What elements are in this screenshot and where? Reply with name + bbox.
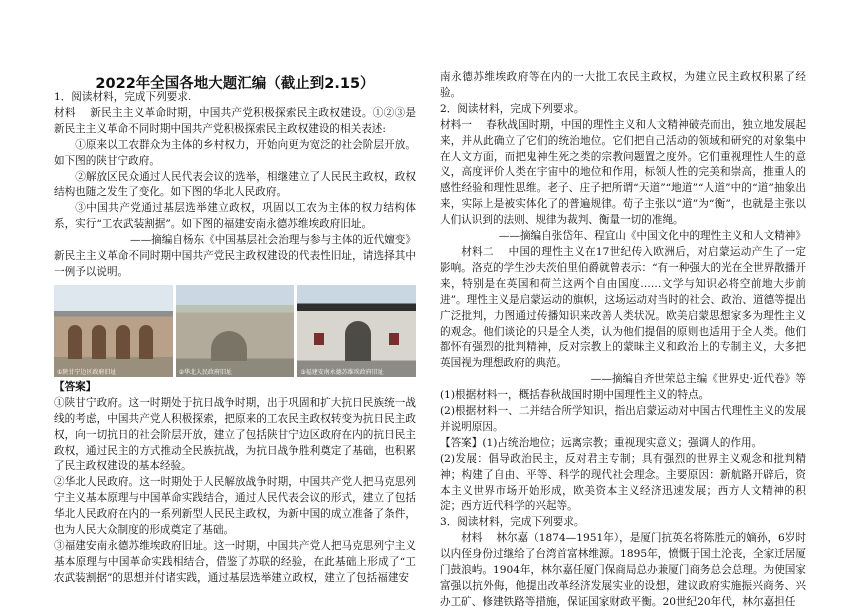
answer-1: ①陕甘宁政府。这一时期处于抗日战争时期，出于巩固和扩大抗日民族统一战线的考虑，中国共产党人积极探索，把原来的工农民主政权转变为抗日民主政权，向一切抗日的社会阶层开放，建立了包括陕甘宁边区政府在内的抗日民主政权，通过民主的方式推动全民族抗战，为抗日战争胜利奠定了基础，也积累了民主政权建设的基本经验。 (54, 396, 416, 473)
material-two-source: ——摘编自齐世荣总主编《世界史·近代卷》等 (590, 373, 806, 386)
material-text: 材料 新民主主义革命时期，中国共产党积极探索民主政权建设。①②③是新民主主义革命不同时期中国共产党积极探索民主政权建设的相关表述: (54, 106, 416, 135)
photo-huabei (176, 285, 295, 377)
sub-question-1: (1)根据材料一，概括春秋战国时期中国理性主义的特点。 (440, 389, 710, 402)
question-prompt: 新民主主义革命不同时期中国共产党民主政权建设的代表性旧址，请选择其中一例予以说明。 (54, 250, 416, 278)
page-title: 2022年全国各地大题汇编（截止到2.15） (95, 76, 375, 92)
question-2-heading: 2．阅读材料，完成下列要求。 (440, 102, 585, 115)
photo-caption: ②华北人民政府旧址 (178, 368, 233, 376)
material-source: ——摘编自杨东《中国基层社会治理与参与主体的近代嬗变》 (129, 234, 416, 247)
answer-2: ②华北人民政府。这一时期处于人民解放战争时期，中国共产党人把马克思列宁主义基本原理与中国革命实践结合，通过人民代表会议的形式，建立了包括华北人民政府在内的一系列新型人民民主政权，为新中国的成立准备了条件，也为人民大众制度的形成奠定了基础。 (54, 476, 416, 537)
answer-part-2: (2)发展：倡导政治民主，反对君主专制；具有强烈的世界主义观念和批判精神；构建了自由、平等、科学的现代社会理念。主要原因：新航路开辟后，资本主义世界市场开始形成，欧美资本主义经济迅速发展；西方人文精神的积淀；西方近代科学的兴起等。 (440, 452, 806, 513)
answer-3: ③福建安南永德苏维埃政府旧址。这一时期，中国共产党人把马克思列宁主义基本原理与中国革命实践相结合，借鉴了苏联的经验，在此基础上形成了“工农武装割据”的思想并付诸实践，通过基层选举建立政权，建立了包括福建安 (54, 539, 416, 584)
answer-part-1: 【答案】(1)占统治地位；远离宗教；重视现实意义；强调人的作用。 (440, 436, 763, 449)
photo-strip (54, 285, 416, 377)
question-1-heading: 1．阅读材料，完成下列要求. (54, 91, 192, 103)
photo-fujian (297, 285, 416, 377)
material-three: 材料 林尔嘉（1874—1951年），是厦门抗英名将陈胜元的嫡孙，6岁时以内侄身份过继给了台湾首富林维源。1895年，愤慨于国土沦丧，全家迁居厦门鼓浪屿。1904年，林尔嘉任厦门保商局总办兼厦门商务总会总理。为使国家富强以抗外侮，他提出改革经济发展实业的设想，建议政府实施振兴商务、兴办工矿、修建铁路等措施，保证国家财政平衡。20世纪20年代，林尔嘉担任 (440, 532, 806, 608)
photo-caption: ①陕甘宁边区政府旧址 (57, 368, 117, 376)
material-one: 材料一 春秋战国时期，中国的理性主义和人文精神破壳而出，独立地发展起来，并从此确立了它们的统治地位。它们把自己活动的领域和研究的对象集中在人文方面，而把鬼神生死之类的宗教问题置之度外。它们重视理性人生的意义，高度评价人类在宇宙中的地位和作用，标领人性的完美和崇高，推重人的感性经验和理性思维。老子、庄子把所谓“天道”“地道”“人道”中的“道”抽象出来，实际上是被实体化了的普遍规律。荀子主张以“道”为“衡”，也就是主张以人们认识到的法则、规律为裁判、衡量一切的准绳。 (440, 118, 806, 227)
material-one-source: ——摘编自张岱年、程宜山《中国文化中的理性主义和人文精神》 (498, 230, 806, 243)
photo-shaanganning (54, 285, 173, 377)
right-column (440, 70, 806, 611)
statement-2: ②解放区民众通过人民代表会议的选举，相继建立了人民民主政权，政权结构也随之发生了变化。如下图的华北人民政府。 (54, 170, 416, 199)
question-3-heading: 3．阅读材料，完成下列要求。 (440, 516, 585, 529)
sub-question-2: (2)根据材料一、二并结合所学知识，指出启蒙运动对中国古代理性主义的发展并说明原因。 (440, 405, 806, 433)
left-column (54, 90, 416, 587)
material-two: 材料二 中国的理性主义在17世纪传入欧洲后，对启蒙运动产生了一定影响。洛克的学生沙夫茨伯里伯爵就曾表示：“有一种强大的光在全世界散播开来，特别是在英国和荷兰这两个自由国度……文学与知识必将空前地大步前进”。理性主义是启蒙运动的旗帜，这场运动对当时的社会、政治、道德等提出广泛批判，力图通过传播知识来改善人类状况。欧美启蒙思想家多为理性主义的观念。他们谈论的只是全人类，认为他们提倡的原则也适用于全人类。他们都怀有强烈的批判精神，反对宗教上的蒙昧主义和政治上的专制主义，大多把英国视为理想政府的典范。 (440, 245, 806, 370)
answer-label: 【答案】 (54, 380, 97, 393)
statement-3: ③中国共产党通过基层选举建立政权，巩固以工农为主体的权力结构体系，实行“工农武装割据”。如下图的福建安南永德苏维埃政府旧址。 (54, 202, 416, 231)
photo-caption: ③福建安南永德苏维埃政府旧址 (300, 368, 384, 376)
statement-1: ①原来以工农群众为主体的乡村权力，开始向更为宽泛的社会阶层开放。如下图的陕甘宁政府。 (54, 138, 416, 167)
continued-answer: 南永德苏维埃政府等在内的一大批工农民主政权，为建立民主政权积累了经验。 (440, 71, 806, 99)
